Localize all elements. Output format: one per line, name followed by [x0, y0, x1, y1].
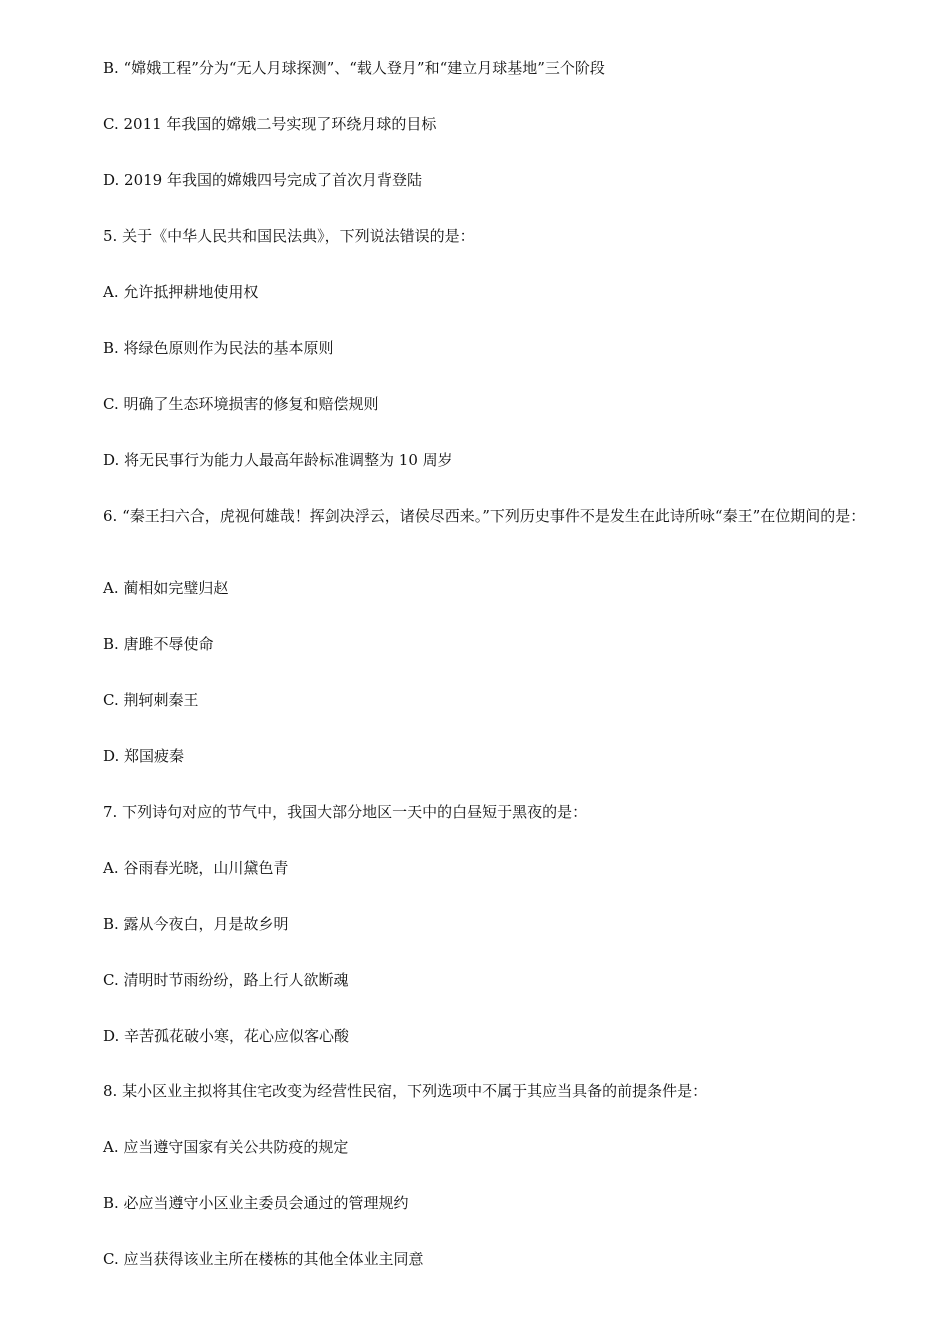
q6-option-d: D. 郑国疲秦: [103, 747, 185, 765]
q5-option-d: D. 将无民事行为能力人最高年龄标准调整为 10 周岁: [103, 451, 453, 469]
q7-option-c: C. 清明时节雨纷纷，路上行人欲断魂: [103, 971, 349, 989]
q5-option-b: B. 将绿色原则作为民法的基本原则: [103, 339, 334, 357]
q8-option-c: C. 应当获得该业主所在楼栋的其他全体业主同意: [103, 1250, 424, 1268]
q5-stem: 5. 关于《中华人民共和国民法典》，下列说法错误的是：: [103, 227, 475, 245]
q4-option-b: B. “嫦娥工程”分为“无人月球探测”、“载人登月”和“建立月球基地”三个阶段: [103, 59, 605, 77]
q7-stem: 7. 下列诗句对应的节气中，我国大部分地区一天中的白昼短于黑夜的是：: [103, 803, 588, 821]
q8-option-a: A. 应当遵守国家有关公共防疫的规定: [103, 1138, 349, 1156]
q7-option-b: B. 露从今夜白，月是故乡明: [103, 915, 289, 933]
q4-option-d: D. 2019 年我国的嫦娥四号完成了首次月背登陆: [103, 171, 422, 189]
q8-option-b: B. 必应当遵守小区业主委员会通过的管理规约: [103, 1194, 409, 1212]
q4-option-c: C. 2011 年我国的嫦娥二号实现了环绕月球的目标: [103, 115, 437, 133]
q8-stem: 8. 某小区业主拟将其住宅改变为经营性民宿，下列选项中不属于其应当具备的前提条件是：: [103, 1082, 708, 1100]
q7-option-d: D. 辛苦孤花破小寒，花心应似客心酸: [103, 1027, 350, 1045]
q7-option-a: A. 谷雨春光晓，山川黛色青: [103, 859, 289, 877]
q6-option-b: B. 唐雎不辱使命: [103, 635, 214, 653]
q5-option-a: A. 允许抵押耕地使用权: [103, 283, 259, 301]
q5-option-c: C. 明确了生态环境损害的修复和赔偿规则: [103, 395, 379, 413]
q6-stem: 6. “秦王扫六合，虎视何雄哉！挥剑决浮云，诸侯尽西来。”下列历史事件不是发生在此诗所咏“秦王”在位期间的是：: [103, 507, 866, 525]
q6-option-c: C. 荆轲刺秦王: [103, 691, 199, 709]
q6-option-a: A. 蔺相如完璧归赵: [103, 579, 229, 597]
